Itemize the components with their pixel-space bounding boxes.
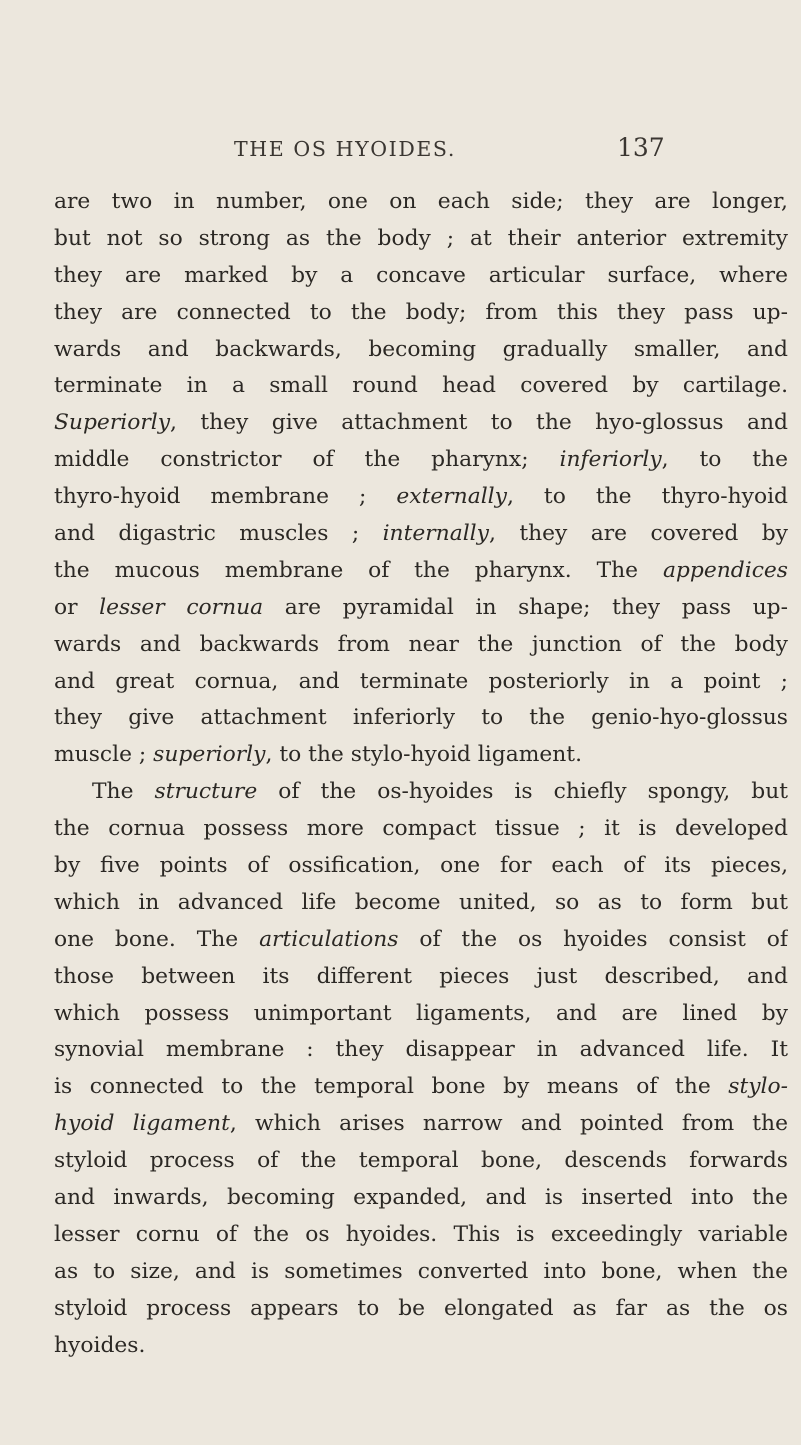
text-run: muscle ;	[54, 742, 154, 768]
text-run: The	[92, 779, 155, 805]
italic-term: externally	[396, 484, 507, 510]
text-run: which in advanced life become united, so as to form but	[54, 889, 788, 915]
text-run: but not so strong as the body ; at their anterior extremity	[54, 225, 788, 251]
text-run: hyoides.	[54, 1332, 146, 1358]
text-line	[54, 590, 788, 627]
text-run: is connected to the temporal bone by means of the	[54, 1074, 729, 1100]
text-line	[54, 295, 788, 332]
italic-term: superiorly	[153, 742, 266, 768]
text-line	[54, 774, 788, 811]
text-run: wards and backwards from near the junction of the body	[54, 631, 788, 657]
text-run: which possess unimportant ligaments, and are lined by	[54, 1000, 788, 1026]
text-line	[54, 332, 788, 369]
italic-term: Superiorly	[54, 410, 171, 436]
text-line	[54, 553, 788, 590]
text-run: they give attachment inferiorly to the genio-hyo-glossus	[54, 705, 788, 731]
text-line	[54, 1328, 788, 1365]
text-line	[54, 479, 788, 516]
text-run: as to size, and is sometimes converted into bone, when the	[54, 1258, 788, 1284]
text-run: synovial membrane : they disappear in advanced life. It	[54, 1037, 788, 1063]
text-line	[54, 848, 788, 885]
text-run: , to the thyro-hyoid	[506, 484, 788, 510]
text-line	[54, 1106, 788, 1143]
text-line	[54, 922, 788, 959]
text-run: the cornua possess more compact tissue ; it is developed	[54, 816, 788, 842]
text-run: the mucous membrane of the pharynx. The	[54, 557, 663, 583]
text-line	[54, 1217, 788, 1254]
italic-term: lesser cornua	[99, 594, 264, 620]
page-number: 137	[617, 133, 665, 162]
text-run: are two in number, one on each side; they are longer,	[54, 189, 788, 214]
text-run: are pyramidal in shape; they pass up-	[263, 594, 788, 620]
text-run: and great cornua, and terminate posteriorly in a point ;	[54, 668, 788, 694]
text-line	[54, 700, 788, 737]
text-line	[54, 1032, 788, 1069]
text-run: , they give attachment to the hyo-glossus and	[170, 410, 788, 436]
text-run: one bone. The	[54, 926, 260, 952]
text-line	[54, 258, 788, 295]
text-run: styloid process of the temporal bone, descends forwards	[54, 1148, 788, 1174]
italic-term: articulations	[259, 926, 399, 952]
text-run: wards and backwards, becoming gradually smaller, and	[54, 336, 788, 362]
text-line	[54, 516, 788, 553]
text-line	[54, 442, 788, 479]
text-run: styloid process appears to be elongated as far as the os	[54, 1295, 788, 1321]
text-line	[54, 1291, 788, 1328]
text-run: terminate in a small round head covered by cartilage.	[54, 373, 788, 399]
text-run: they are connected to the body; from this they pass up-	[54, 299, 788, 325]
text-run: or	[54, 594, 100, 620]
text-run: they are marked by a concave articular surface, where	[54, 262, 788, 288]
text-line	[54, 811, 788, 848]
text-line	[54, 1180, 788, 1217]
text-line	[54, 184, 788, 221]
text-line	[54, 1143, 788, 1180]
body-text	[54, 184, 788, 1365]
text-run: lesser cornu of the os hyoides. This is exceedingly variable	[54, 1221, 788, 1247]
text-line	[54, 1069, 788, 1106]
text-run: of the os-hyoides is chiefly spongy, but	[257, 779, 788, 805]
text-line	[54, 996, 788, 1033]
text-run: , to the	[661, 447, 788, 473]
text-run: of the os hyoides consist of	[398, 926, 788, 952]
italic-term: internally	[382, 521, 489, 547]
text-line	[54, 664, 788, 701]
text-line	[54, 368, 788, 405]
text-line	[54, 405, 788, 442]
italic-term: appendices	[662, 557, 788, 583]
text-run: , they are covered by	[488, 521, 788, 547]
running-head: THE OS HYOIDES.	[234, 137, 456, 161]
page-header	[0, 133, 801, 167]
text-line	[54, 885, 788, 922]
text-run: by five points of ossification, one for each of its pieces,	[54, 853, 788, 879]
text-run: , which arises narrow and pointed from the	[229, 1111, 788, 1137]
italic-term: stylo-	[728, 1074, 788, 1100]
text-line	[54, 959, 788, 996]
text-run: middle constrictor of the pharynx;	[54, 447, 560, 473]
text-run: and digastric muscles ;	[54, 521, 383, 547]
text-line	[54, 737, 788, 774]
text-run: , to the stylo-hyoid ligament.	[265, 742, 582, 768]
text-run: those between its different pieces just described, and	[54, 963, 788, 989]
text-run: thyro-hyoid membrane ;	[54, 484, 397, 510]
italic-term: inferiorly	[559, 447, 662, 473]
text-line	[54, 627, 788, 664]
text-line	[54, 1254, 788, 1291]
text-run: and inwards, becoming expanded, and is inserted into the	[54, 1185, 788, 1211]
italic-term: hyoid ligament	[54, 1111, 230, 1137]
text-line	[54, 221, 788, 258]
italic-term: structure	[154, 779, 258, 805]
